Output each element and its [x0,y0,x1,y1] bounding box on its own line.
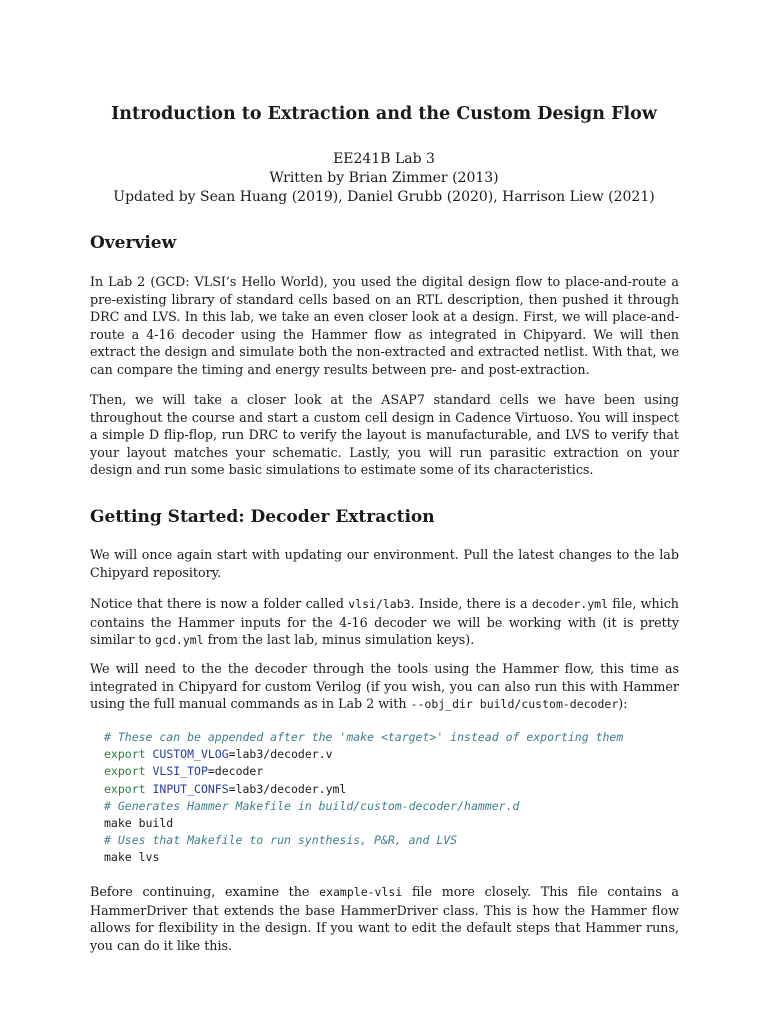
course-line: EE241B Lab 3 [333,151,435,167]
getting-started-paragraph-1: We will once again start with updating our environment. Pull the latest changes to the lab Chipyard repository. [90,547,679,580]
getting-started-heading: Getting Started: Decoder Extraction [90,507,435,527]
text-run: from the last lab, minus simulation keys). [203,632,475,647]
code-comment: # These can be appended after the 'make <target>' instead of exporting them [104,730,624,744]
text-run: file more closely. This file contains a HammerDriver that extends the base HammerDriver class. This is how the Hammer flow allows for flexibility in the design. If you want to edit the default steps that Hammer runs, you can do it like this. [90,884,679,953]
text-run: Before continuing, examine the [90,884,320,899]
document-meta [0,150,768,207]
code-value: =lab3/decoder.v [228,747,333,762]
inline-code-example-vlsi: example-vlsi [319,885,403,899]
overview-heading: Overview [90,233,177,253]
code-command: make build [104,816,174,831]
code-value: =decoder [207,764,264,779]
written-by-line: Written by Brian Zimmer (2013) [269,170,499,186]
inline-code-obj-dir: --obj_dir build/custom-decoder [410,697,619,711]
code-comment: # Generates Hammer Makefile in build/custom-decoder/hammer.d [104,798,520,813]
text-run: . Inside, there is a [410,596,532,611]
getting-started-paragraph-2 [90,595,679,650]
code-keyword: export [104,747,146,762]
code-variable: VLSI_TOP [152,764,208,779]
text-run: file, which contains the Hammer inputs for the 4-16 decoder we will be working with (it is pretty similar to [90,596,679,647]
inline-code-lab3-folder: vlsi/lab3 [348,597,411,611]
code-keyword: export [104,764,146,779]
text-run: ): [618,696,628,711]
code-comment: # Uses that Makefile to run synthesis, P&R, and LVS [104,833,458,848]
text-run: We will need to the the decoder through the tools using the Hammer flow, this time as integrated in Chipyard for custom Verilog (if you wish, you can also run this with Hammer using the full manual commands as in Lab 2 with [90,661,679,711]
document-title: Introduction to Extraction and the Custom Design Flow [111,104,657,124]
updated-by-line: Updated by Sean Huang (2019), Daniel Grubb (2020), Harrison Liew (2021) [113,189,655,205]
inline-code-gcd-yml: gcd.yml [155,633,204,647]
getting-started-paragraph-4 [90,883,679,954]
code-keyword: export [104,781,146,796]
overview-paragraph-1: In Lab 2 (GCD: VLSI’s Hello World), you used the digital design flow to place-and-route a pre-existing library of standard cells based on an RTL description, then pushed it through DRC and LVS. In this lab, we take an even closer look at a design. First, we will place-and-route a 4-16 decoder using the Hammer flow as integrated in Chipyard. We will then extract the design and simulate both the non-extracted and extracted netlist. With that, we can compare the timing and energy results between pre- and post-extraction. [90,274,679,377]
getting-started-paragraph-3 [90,660,679,714]
overview-paragraph-2: Then, we will take a closer look at the ASAP7 standard cells we have been using throughout the course and start a custom cell design in Cadence Virtuoso. You will inspect a simple D flip-flop, run DRC to verify the layout is manufacturable, and LVS to verify that your layout matches your schematic. Lastly, you will run parasitic extraction on your design and run some basic simulations to estimate some of its characteristics. [90,392,679,477]
code-variable: CUSTOM_VLOG [152,747,229,762]
code-command: make lvs [104,850,160,865]
code-variable: INPUT_CONFS [152,781,229,796]
text-run: Notice that there is now a folder called [90,596,349,611]
code-value: =lab3/decoder.yml [228,781,347,796]
code-block [104,729,623,867]
inline-code-decoder-yml: decoder.yml [531,597,609,611]
